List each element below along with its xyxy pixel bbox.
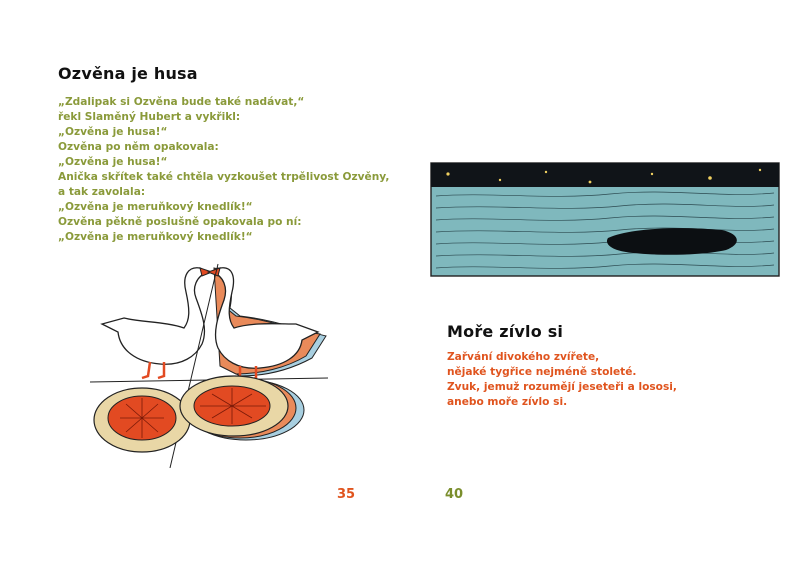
night-sea-illustration bbox=[430, 162, 780, 277]
poem-line: Zařvání divokého zvířete, bbox=[447, 351, 600, 363]
night-sky bbox=[431, 163, 779, 187]
poem-line: „Ozvěna je husa!“ bbox=[58, 126, 168, 138]
poem-line: řekl Slaměný Hubert a vykřikl: bbox=[58, 111, 241, 123]
poem-line: „Ozvěna je meruňkový knedlík!“ bbox=[58, 231, 253, 243]
left-goose bbox=[102, 268, 208, 365]
geese-and-dumplings-illustration bbox=[90, 258, 340, 468]
poem-text bbox=[447, 350, 747, 410]
poem-line: „Ozvěna je husa!“ bbox=[58, 156, 168, 168]
poem-line: „Ozvěna je meruňkový knedlík!“ bbox=[58, 201, 253, 213]
page-title: Ozvěna je husa bbox=[58, 64, 198, 83]
poem-line: anebo moře zívlo si. bbox=[447, 396, 568, 408]
page-title: Moře zívlo si bbox=[447, 322, 564, 341]
page-number: 40 bbox=[445, 487, 464, 502]
poem-line: Ozvěna po něm opakovala: bbox=[58, 141, 219, 153]
page-number: 35 bbox=[337, 487, 356, 502]
poem-line: nějaké tygřice nejméně stoleté. bbox=[447, 366, 637, 378]
poem-line: Ozvěna pěkně poslušně opakovala po ní: bbox=[58, 216, 302, 228]
poem-text bbox=[58, 95, 390, 245]
right-page bbox=[400, 0, 800, 566]
poem-line: Zvuk, jemuž rozumějí jeseteři a lososi, bbox=[447, 381, 677, 393]
poem-line: a tak zavolala: bbox=[58, 186, 146, 198]
poem-line: Anička skřítek také chtěla vyzkoušet trpělivost Ozvěny, bbox=[58, 171, 390, 183]
poem-line: „Zdalipak si Ozvěna bude také nadávat,“ bbox=[58, 96, 305, 108]
